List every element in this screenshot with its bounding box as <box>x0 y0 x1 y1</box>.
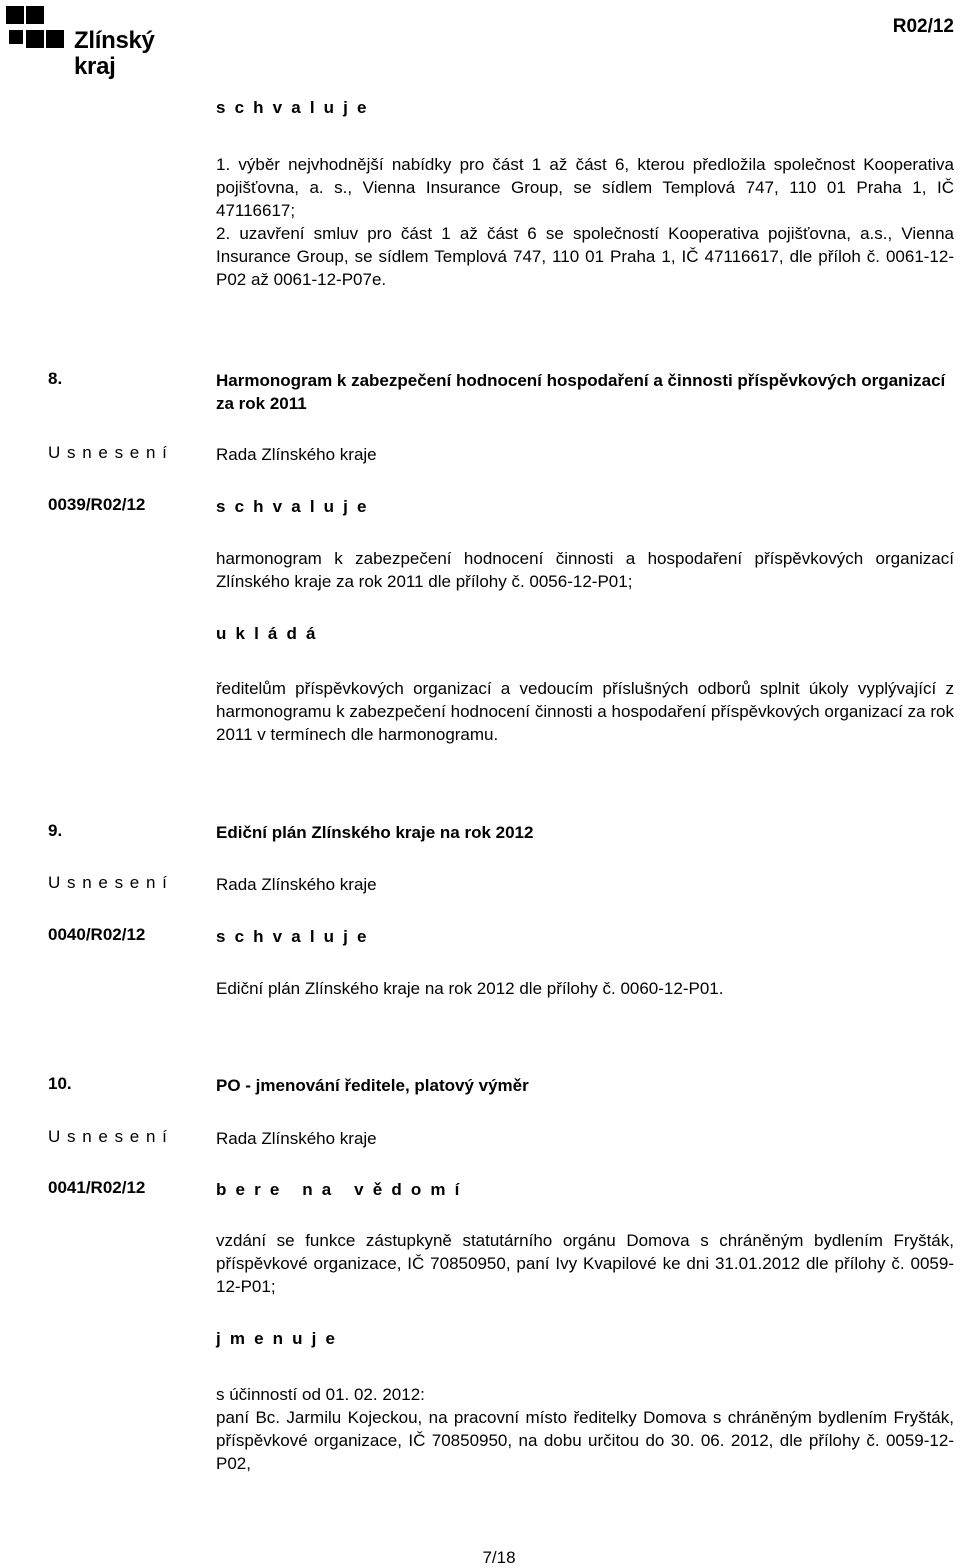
item8-title: Harmonogram k zabezpečení hodnocení hospodaření a činnosti příspěvkových organizací za rok 2011 <box>216 371 946 413</box>
item8-number: 8. <box>48 369 63 388</box>
item10-usneseni: U s n e s e n í <box>48 1127 168 1146</box>
logo-text: Zlínský kraj <box>74 27 155 80</box>
item10-verb-acknowledges: b e r e n a v ě d o m í <box>216 1180 462 1199</box>
document-code: R02/12 <box>892 16 954 37</box>
item8-verb-orders: u k l á d á <box>216 624 318 643</box>
item10-text-2b: paní Bc. Jarmilu Kojeckou, na pracovní místo ředitelky Domova s chráněným bydlením Fryšták, příspěvkové organizace, IČ 70850950, na dobu určitou do 30. 06. 2012, dle přílohy č. 0059-12-P02, <box>216 1408 954 1473</box>
item10-text-2a: s účinností od 01. 02. 2012: <box>216 1385 425 1404</box>
item8-text-1: harmonogram k zabezpečení hodnocení činnosti a hospodaření příspěvkových organizací Zlínského kraje za rok 2011 dle přílohy č. 0056-12-P01; <box>216 549 954 591</box>
item9-usneseni: U s n e s e n í <box>48 873 168 892</box>
item9-resolution-number: 0040/R02/12 <box>48 925 146 944</box>
item9-council: Rada Zlínského kraje <box>216 875 377 894</box>
top-line-1: 1. výběr nejvhodnější nabídky pro část 1 až část 6, kterou předložila společnost Kooperativa pojišťovna, a. s., Vienna Insurance Group, se sídlem Templová 747, 110 01 Praha 1, IČ 47116617; <box>216 155 954 220</box>
item9-text-1: Ediční plán Zlínského kraje na rok 2012 dle přílohy č. 0060-12-P01. <box>216 979 724 998</box>
logo-squares-icon <box>6 6 66 52</box>
item10-number: 10. <box>48 1074 72 1093</box>
item9-verb-approves: s c h v a l u j e <box>216 927 369 946</box>
item10-council: Rada Zlínského kraje <box>216 1129 377 1148</box>
zlinsky-kraj-logo <box>6 6 186 80</box>
page-number: 7/18 <box>482 1548 516 1567</box>
item9-title: Ediční plán Zlínského kraje na rok 2012 <box>216 823 534 842</box>
top-line-2: 2. uzavření smluv pro část 1 až část 6 se společností Kooperativa pojišťovna, a.s., Vienna Insurance Group, se sídlem Templová 747, 110 01 Praha 1, IČ 47116617, dle příloh č. 0061-12-P02 až 0061-12-P07e. <box>216 224 954 289</box>
item10-text-1: vzdání se funkce zástupkyně statutárního orgánu Domova s chráněným bydlením Fryšták, příspěvkové organizace, IČ 70850950, paní Ivy Kvapilové ke dni 31.01.2012 dle přílohy č. 0059-12-P01; <box>216 1231 954 1296</box>
top-verb: s c h v a l u j e <box>216 98 369 117</box>
item8-council: Rada Zlínského kraje <box>216 445 377 464</box>
item9-number: 9. <box>48 821 63 840</box>
item10-verb-appoints: j m e n u j e <box>216 1329 338 1348</box>
item8-usneseni: U s n e s e n í <box>48 443 168 462</box>
item8-text-2: ředitelům příspěvkových organizací a vedoucím příslušných odborů splnit úkoly vyplývající z harmonogramu k zabezpečení hodnocení činnosti a hospodaření příspěvkových organizací za rok 2011 v termínech dle harmonogramu. <box>216 679 954 744</box>
item8-resolution-number: 0039/R02/12 <box>48 495 146 514</box>
item8-verb-approves: s c h v a l u j e <box>216 497 369 516</box>
item10-title: PO - jmenování ředitele, platový výměr <box>216 1076 529 1095</box>
item10-resolution-number: 0041/R02/12 <box>48 1178 146 1197</box>
